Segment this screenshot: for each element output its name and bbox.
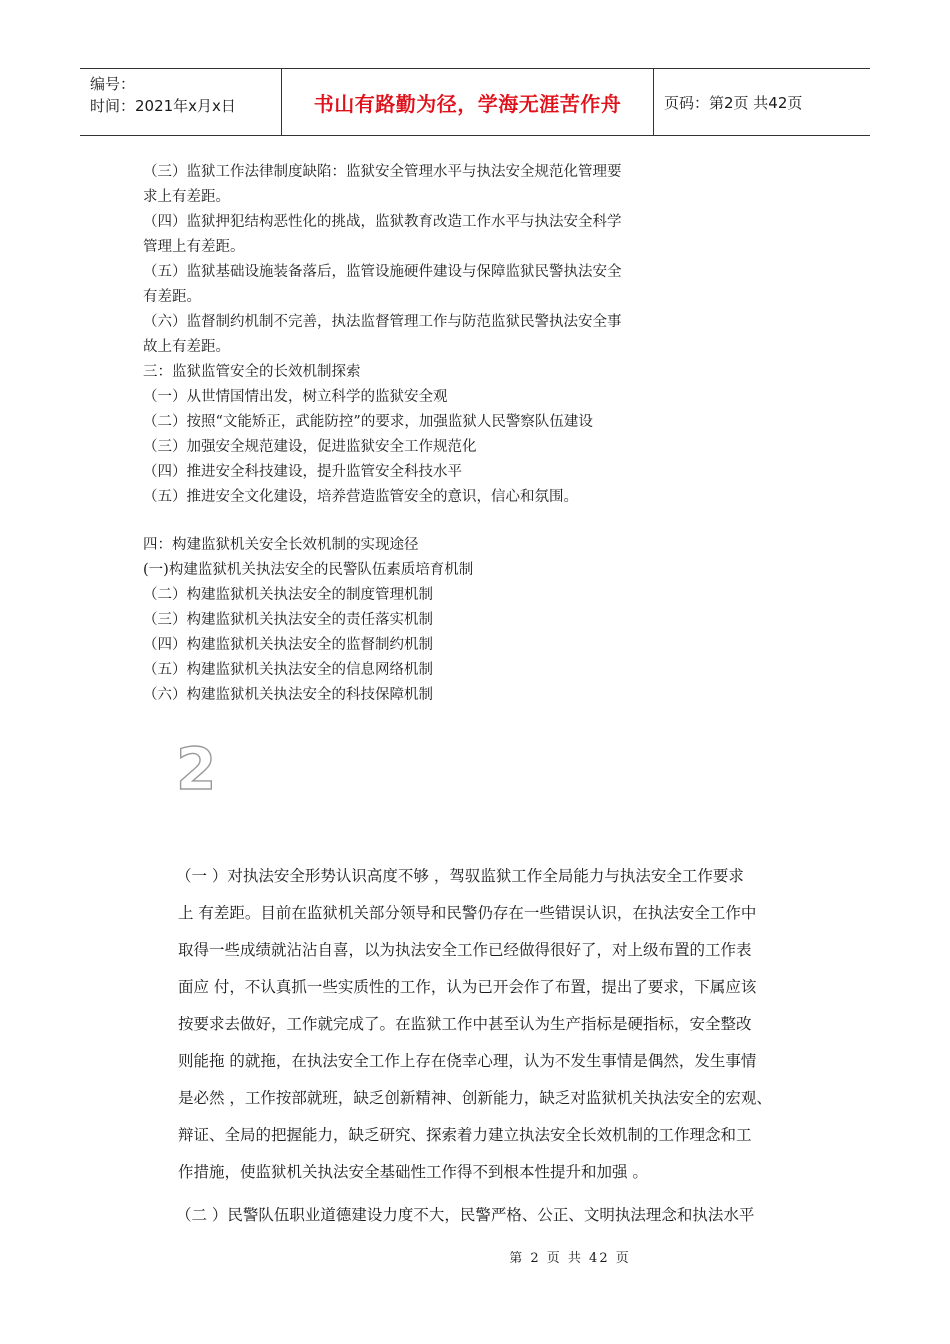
- section-3-title: 三：监狱监管安全的长效机制探索: [143, 364, 361, 380]
- section-4-item: （四）构建监狱机关执法安全的监督制约机制: [143, 637, 433, 653]
- body-line: 作措施，使监狱机关执法安全基础性工作得不到根本性提升和加强 。: [178, 1163, 648, 1181]
- body-line: 辩证、全局的把握能力，缺乏研究、探索着力建立执法安全长效机制的工作理念和工: [178, 1126, 752, 1144]
- header-page-info: 页码：第2页 共42页: [664, 93, 803, 112]
- time-label: 时间：2021年x月x日: [90, 97, 236, 115]
- outline-para-6-line-2: 故上有差距。: [143, 339, 230, 355]
- spacer: [143, 510, 713, 533]
- page-footer: 第 2 页 共 42 页: [509, 1251, 631, 1266]
- body-line: （二 ）民警队伍职业道德建设力度不大，民警严格、公正、文明执法理念和执法水平: [176, 1206, 755, 1224]
- section-3-item: （三）加强安全规范建设，促进监狱安全工作规范化: [143, 439, 477, 455]
- outline-para-4-line-2: 管理上有差距。: [143, 239, 245, 255]
- page-header: [80, 68, 870, 136]
- section-4-item: （二）构建监狱机关执法安全的制度管理机制: [143, 587, 433, 603]
- section-4-item: （六）构建监狱机关执法安全的科技保障机制: [143, 687, 433, 703]
- section-4-title: 四：构建监狱机关安全长效机制的实现途径: [143, 537, 419, 553]
- section-4-item: (一)构建监狱机关执法安全的民警队伍素质培育机制: [143, 562, 474, 578]
- body-line: 则能拖 的就拖，在执法安全工作上存在侥幸心理，认为不发生事情是偶然，发生事情: [178, 1052, 757, 1070]
- outline-section: [143, 160, 713, 708]
- outlined-page-number: 2: [176, 735, 217, 803]
- header-motto: 书山有路勤为径，学海无涯苦作舟: [282, 69, 654, 135]
- outline-para-3-line-1: （三）监狱工作法律制度缺陷：监狱安全管理水平与执法安全规范化管理要: [143, 164, 622, 180]
- section-4-item: （三）构建监狱机关执法安全的责任落实机制: [143, 612, 433, 628]
- section-3-item: （四）推进安全科技建设，提升监管安全科技水平: [143, 464, 462, 480]
- number-label: 编号：: [90, 75, 136, 93]
- outline-para-6-line-1: （六）监督制约机制不完善，执法监督管理工作与防范监狱民警执法安全事: [143, 314, 622, 330]
- header-meta: [80, 69, 282, 135]
- section-3-item: （一）从世情国情出发，树立科学的监狱安全观: [143, 389, 448, 405]
- body-line: 上 有差距。目前在监狱机关部分领导和民警仍存在一些错误认识，在执法安全工作中: [178, 904, 757, 922]
- section-3-item: （二）按照“文能矫正，武能防控”的要求，加强监狱人民警察队伍建设: [143, 414, 593, 430]
- outline-para-5-line-1: （五）监狱基础设施装备落后，监管设施硬件建设与保障监狱民警执法安全: [143, 264, 622, 280]
- section-4-item: （五）构建监狱机关执法安全的信息网络机制: [143, 662, 433, 678]
- body-line: 面应 付，不认真抓一些实质性的工作，认为已开会作了布置，提出了要求，下属应该: [178, 978, 757, 996]
- body-line: 是必然 ，工作按部就班，缺乏创新精神、创新能力，缺乏对监狱机关执法安全的宏观、: [178, 1089, 772, 1107]
- body-line: 按要求去做好，工作就完成了。在监狱工作中甚至认为生产指标是硬指标，安全整改: [178, 1015, 752, 1033]
- outline-para-3-line-2: 求上有差距。: [143, 189, 230, 205]
- body-line: （一 ）对执法安全形势认识高度不够 ，驾驭监狱工作全局能力与执法安全工作要求: [176, 867, 744, 885]
- body-line: 取得一些成绩就沾沾自喜，以为执法安全工作已经做得很好了，对上级布置的工作表: [178, 941, 752, 959]
- outline-para-5-line-2: 有差距。: [143, 289, 201, 305]
- section-3-item: （五）推进安全文化建设，培养营造监管安全的意识，信心和氛围。: [143, 489, 578, 505]
- outline-para-4-line-1: （四）监狱押犯结构恶性化的挑战，监狱教育改造工作水平与执法安全科学: [143, 214, 622, 230]
- body-text: [178, 858, 828, 1234]
